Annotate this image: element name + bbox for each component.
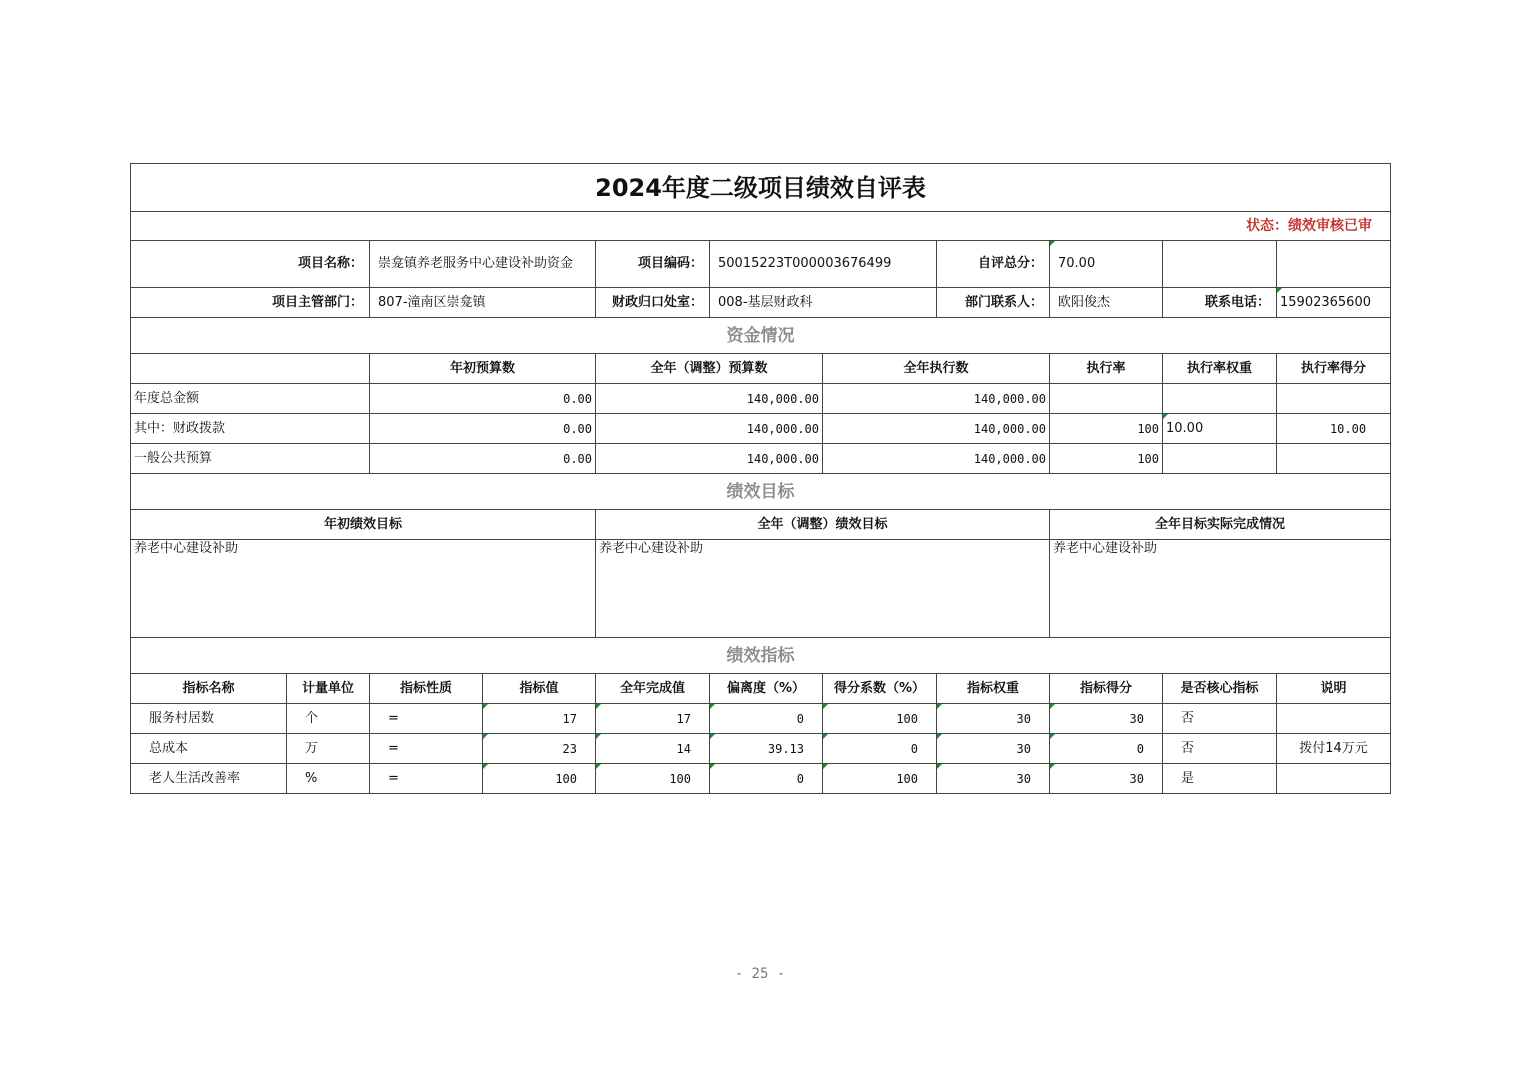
indicator-note: 拨付14万元	[1277, 734, 1391, 764]
indicator-unit: 个	[287, 704, 370, 734]
indicator-coefficient: 100	[823, 764, 937, 794]
initial-budget: 0.00	[370, 414, 596, 444]
execution-score	[1277, 384, 1391, 414]
indicator-actual: 100	[596, 764, 710, 794]
indicator-core: 否	[1163, 734, 1277, 764]
indicator-weight: 30	[937, 734, 1050, 764]
self-score-value: 70.00	[1050, 241, 1163, 288]
indicator-header: 指标性质	[370, 674, 483, 704]
indicator-row	[131, 764, 1391, 794]
department-value: 807-潼南区崇龛镇	[370, 288, 596, 318]
funds-header: 全年执行数	[823, 354, 1050, 384]
empty-cell	[1277, 241, 1391, 288]
project-name-value: 崇龛镇养老服务中心建设补助资金	[370, 241, 596, 288]
department-label: 项目主管部门：	[131, 288, 370, 318]
indicator-target: 17	[483, 704, 596, 734]
initial-budget: 0.00	[370, 384, 596, 414]
phone-label: 联系电话：	[1163, 288, 1277, 318]
indicator-core: 是	[1163, 764, 1277, 794]
indicator-note	[1277, 704, 1391, 734]
indicator-actual: 14	[596, 734, 710, 764]
indicator-name: 服务村居数	[131, 704, 287, 734]
executed-amount: 140,000.00	[823, 414, 1050, 444]
execution-score	[1277, 444, 1391, 474]
indicator-deviation: 0	[710, 704, 823, 734]
goals-header: 全年（调整）绩效目标	[596, 510, 1050, 540]
funds-row	[131, 384, 1391, 414]
funds-header: 全年（调整）预算数	[596, 354, 823, 384]
contact-label: 部门联系人：	[937, 288, 1050, 318]
indicator-name: 总成本	[131, 734, 287, 764]
actual-completion: 养老中心建设补助	[1050, 540, 1391, 638]
initial-budget: 0.00	[370, 444, 596, 474]
funds-header: 执行率	[1050, 354, 1163, 384]
funds-row	[131, 444, 1391, 474]
funds-row-label: 一般公共预算	[131, 444, 370, 474]
indicator-header: 计量单位	[287, 674, 370, 704]
indicator-score: 30	[1050, 764, 1163, 794]
indicator-unit: 万	[287, 734, 370, 764]
adjusted-budget: 140,000.00	[596, 414, 823, 444]
indicator-nature: =	[370, 734, 483, 764]
indicators-section-title: 绩效指标	[131, 638, 1391, 674]
indicator-deviation: 0	[710, 764, 823, 794]
funds-row-label: 其中：财政拨款	[131, 414, 370, 444]
indicator-nature: =	[370, 764, 483, 794]
execution-weight	[1163, 384, 1277, 414]
indicator-weight: 30	[937, 764, 1050, 794]
indicator-core: 否	[1163, 704, 1277, 734]
initial-goal: 养老中心建设补助	[131, 540, 596, 638]
execution-rate: 100	[1050, 414, 1163, 444]
goals-row	[131, 540, 1391, 638]
adjusted-budget: 140,000.00	[596, 384, 823, 414]
indicator-coefficient: 100	[823, 704, 937, 734]
page-title: 2024年度二级项目绩效自评表	[131, 164, 1391, 212]
funds-row-label: 年度总金额	[131, 384, 370, 414]
empty-cell	[1163, 241, 1277, 288]
funds-header: 执行率权重	[1163, 354, 1277, 384]
goals-header-row	[131, 510, 1391, 540]
funds-header	[131, 354, 370, 384]
indicator-header: 全年完成值	[596, 674, 710, 704]
indicator-row	[131, 704, 1391, 734]
indicator-header: 得分系数（%）	[823, 674, 937, 704]
performance-evaluation-table	[130, 163, 1391, 794]
indicator-nature: =	[370, 704, 483, 734]
funds-header-row	[131, 354, 1391, 384]
execution-weight	[1163, 444, 1277, 474]
project-code-value: 50015223T000003676499	[710, 241, 937, 288]
project-info-row	[131, 241, 1391, 288]
indicator-row	[131, 734, 1391, 764]
indicator-header: 说明	[1277, 674, 1391, 704]
adjusted-budget: 140,000.00	[596, 444, 823, 474]
indicator-coefficient: 0	[823, 734, 937, 764]
executed-amount: 140,000.00	[823, 384, 1050, 414]
indicator-target: 100	[483, 764, 596, 794]
indicator-score: 0	[1050, 734, 1163, 764]
self-score-label: 自评总分：	[937, 241, 1050, 288]
indicator-weight: 30	[937, 704, 1050, 734]
indicator-unit: %	[287, 764, 370, 794]
funds-row	[131, 414, 1391, 444]
execution-rate: 100	[1050, 444, 1163, 474]
adjusted-goal: 养老中心建设补助	[596, 540, 1050, 638]
indicator-header: 是否核心指标	[1163, 674, 1277, 704]
execution-score: 10.00	[1277, 414, 1391, 444]
status-badge: 状态：绩效审核已审	[131, 212, 1391, 241]
indicators-header-row	[131, 674, 1391, 704]
indicator-header: 指标值	[483, 674, 596, 704]
indicator-header: 指标权重	[937, 674, 1050, 704]
goals-section-title: 绩效目标	[131, 474, 1391, 510]
indicator-score: 30	[1050, 704, 1163, 734]
indicator-header: 偏离度（%）	[710, 674, 823, 704]
finance-office-value: 008-基层财政科	[710, 288, 937, 318]
phone-value: 15902365600	[1277, 288, 1391, 318]
project-code-label: 项目编码：	[596, 241, 710, 288]
department-row	[131, 288, 1391, 318]
indicator-header: 指标名称	[131, 674, 287, 704]
execution-weight: 10.00	[1163, 414, 1277, 444]
funds-section-title: 资金情况	[131, 318, 1391, 354]
contact-value: 欧阳俊杰	[1050, 288, 1163, 318]
indicator-deviation: 39.13	[710, 734, 823, 764]
executed-amount: 140,000.00	[823, 444, 1050, 474]
goals-header: 年初绩效目标	[131, 510, 596, 540]
page-number: - 25 -	[734, 966, 786, 982]
indicator-note	[1277, 764, 1391, 794]
indicator-name: 老人生活改善率	[131, 764, 287, 794]
indicator-header: 指标得分	[1050, 674, 1163, 704]
indicator-target: 23	[483, 734, 596, 764]
funds-header: 年初预算数	[370, 354, 596, 384]
finance-office-label: 财政归口处室：	[596, 288, 710, 318]
project-name-label: 项目名称：	[131, 241, 370, 288]
execution-rate	[1050, 384, 1163, 414]
goals-header: 全年目标实际完成情况	[1050, 510, 1391, 540]
indicator-actual: 17	[596, 704, 710, 734]
funds-header: 执行率得分	[1277, 354, 1391, 384]
